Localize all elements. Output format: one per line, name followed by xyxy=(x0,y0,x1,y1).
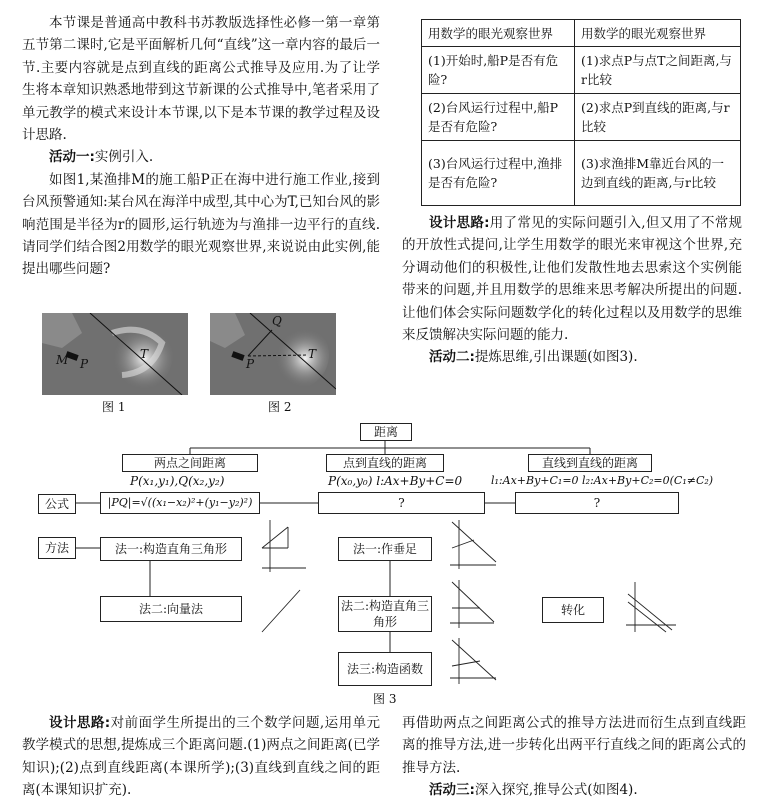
figure1-caption: 图 1 xyxy=(102,400,126,414)
table-cell: (1)求点P与点T之间距离,与r比较 xyxy=(575,47,741,94)
branch-two-points: 两点之间距离 xyxy=(122,454,258,472)
table-cell: (2)求点P到直线的距离,与r比较 xyxy=(575,94,741,141)
bottom-left-column xyxy=(22,712,380,802)
formula-line-line: ? xyxy=(515,492,679,514)
table-header-cell: 用数学的眼光观察世界 xyxy=(575,20,741,47)
method-function: 法三:构造函数 xyxy=(338,652,432,686)
figure2-caption: 图 2 xyxy=(268,400,292,414)
activity1-body: 如图1,某渔排M的施工船P正在海中进行施工作业,接到台风预警通知:某台风在海洋中成型,其中心为T,已知台风的影响范围是半径为r的圆形,运行轨迹为与渔排一边平行的直线.请同学们结合图2用数学的眼光观察世界,来说说由此实例,能提出哪些问题? xyxy=(22,171,380,278)
table-cell: (1)开始时,船P是否有危险? xyxy=(422,47,575,94)
given-two-points: P(x₁,y₁),Q(x₂,y₂) xyxy=(130,474,225,488)
method-transform: 转化 xyxy=(542,597,604,623)
method-right-triangle-2: 法二:构造直角三角形 xyxy=(338,596,432,632)
fig1-label-p: P xyxy=(80,357,89,371)
design1-paragraph: 设计思路:用了常见的实际问题引入,但又用了不常规的开放性式提问,让学生用数学的眼光来审视这个世界,充分调动他们的积极性,让他们发散性地去思索这个实例能带来的问题,并且用数学的思维来思考解决所提出的问题.让他们体会实际问题数学化的转化过程以及用数学的思维来反馈解决实际问题的能力. xyxy=(402,215,742,344)
diagram-root: 距离 xyxy=(360,423,412,441)
table-cell: (3)台风运行过程中,渔排是否有危险? xyxy=(422,141,575,206)
table-cell: (3)求渔排M靠近台风的一边到直线的距离,与r比较 xyxy=(575,141,741,206)
formula-point-line: ? xyxy=(318,492,485,514)
branch-point-line: 点到直线的距离 xyxy=(326,454,444,472)
method-foot: 法一:作垂足 xyxy=(338,537,432,561)
fig2-label-p: P xyxy=(246,357,255,371)
activity1-heading: 活动一:实例引入. xyxy=(49,149,154,166)
method-right-triangle: 法一:构造直角三角形 xyxy=(100,537,242,561)
figure3-caption: 图 3 xyxy=(373,692,397,706)
activity2-heading: 活动二:提炼思维,引出课题(如图3). xyxy=(429,349,638,366)
bottom-right-column xyxy=(402,712,746,802)
fig1-label-m: M xyxy=(56,353,69,367)
intro-paragraph: 本节课是普通高中教科书苏教版选择性必修一第一章第五节第二课时,它是平面解析几何“直线”这一章内容的最后一节.主要内容就是点到直线的距离公式推导及应用.为了让学生将本章知识熟悉地带到这节新课的公式推导中,笔者采用了单元教学的模式来设计本节课,以下是本节课的教学过程及设计思路. xyxy=(22,15,380,144)
given-point-line: P(x₀,y₀) l:Ax+By+C=0 xyxy=(328,474,463,488)
method-vector: 法二:向量法 xyxy=(100,596,242,622)
activity3-heading: 活动三:深入探究,推导公式(如图4). xyxy=(429,782,638,799)
formula-two-points: |PQ|=√((x₁−x₂)²+(y₁−y₂)²) xyxy=(100,492,260,514)
row-label-formula: 公式 xyxy=(38,494,76,514)
table-cell: (2)台风运行过程中,船P是否有危险? xyxy=(422,94,575,141)
given-line-line: l₁:Ax+By+C₁=0 l₂:Ax+By+C₂=0(C₁≠C₂) xyxy=(491,474,714,487)
fig2-label-q: Q xyxy=(272,314,282,328)
table-header-cell: 用数学的眼光观察世界 xyxy=(422,20,575,47)
design2-continued: 再借助两点之间距离公式的推导方法进而衍生点到直线距离的推导方法,进一步转化出两平行直线之间的距离公式的推导方法. xyxy=(402,715,746,776)
fig1-label-t: T xyxy=(140,347,149,361)
branch-line-line: 直线到直线的距离 xyxy=(528,454,652,472)
design2-paragraph: 设计思路:对前面学生所提出的三个数学问题,运用单元教学模式的思想,提炼成三个距离问题.(1)两点之间距离(已学知识);(2)点到直线距离(本课所学);(3)直线到直线之间的距离(本课知识扩充). xyxy=(22,715,380,799)
fig2-label-t: T xyxy=(308,347,317,361)
row-label-method: 方法 xyxy=(38,537,76,559)
